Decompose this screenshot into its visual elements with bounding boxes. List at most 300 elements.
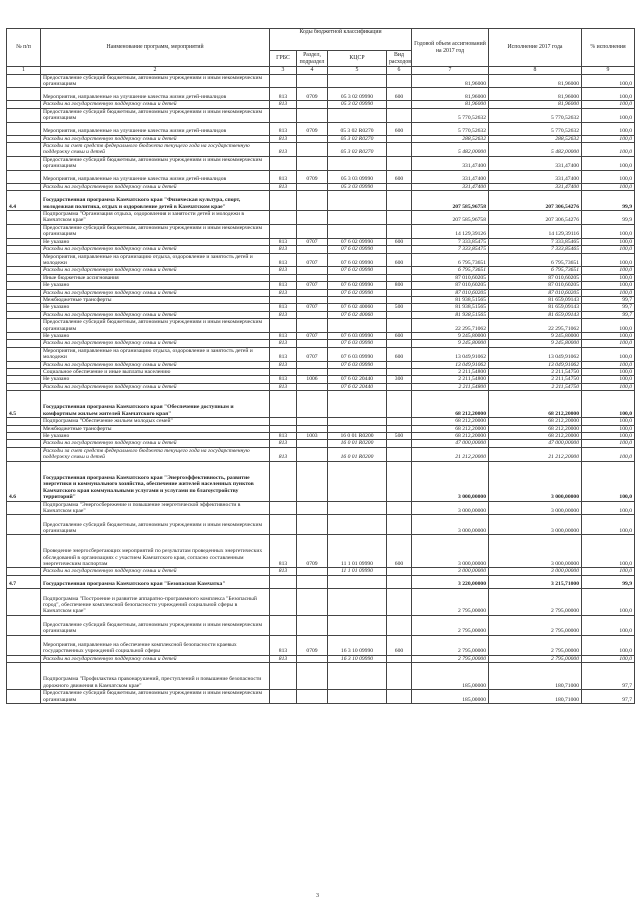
row-plan-amount: 6 795,73651 xyxy=(412,267,489,274)
row-name: Расходы на государственную поддержку семьи и детей xyxy=(41,311,270,318)
row-vr: 600 xyxy=(387,635,412,655)
row-kcsr: 07 6 03 09990 xyxy=(328,332,387,339)
column-number: 9 xyxy=(582,67,635,75)
row-vr xyxy=(387,289,412,296)
row-rz xyxy=(297,101,328,108)
row-percent: 100,0 xyxy=(582,289,635,296)
row-percent: 100,0 xyxy=(582,135,635,142)
table-row xyxy=(7,369,635,376)
row-plan-amount: 2 795,00000 xyxy=(412,615,489,635)
row-vr xyxy=(387,74,412,88)
header-grbs: ГРБС xyxy=(270,51,297,67)
row-grbs xyxy=(270,191,297,211)
row-name: Мероприятия, направленные на обеспечение комплексной безопасности краевых государственных учреждений социальной сферы xyxy=(41,635,270,655)
row-index: 4.5 xyxy=(7,391,41,418)
row-fact-amount: 21 212,20000 xyxy=(489,447,582,461)
row-vr: 800 xyxy=(387,282,412,289)
row-name: Расходы на государственную поддержку семьи и детей xyxy=(41,267,270,274)
row-kcsr: 07 6 02 40060 xyxy=(328,311,387,318)
row-grbs: 813 xyxy=(270,376,297,383)
row-rz xyxy=(297,246,328,253)
column-number: 7 xyxy=(412,67,489,75)
row-rz xyxy=(297,289,328,296)
row-name: Расходы на государственную поддержку семьи и детей xyxy=(41,246,270,253)
row-grbs: 813 xyxy=(270,655,297,662)
row-grbs: 813 xyxy=(270,311,297,318)
row-rz xyxy=(297,391,328,418)
row-fact-amount: 331,47400 xyxy=(489,170,582,183)
budget-table xyxy=(6,28,635,704)
row-name: Предоставление субсидий бюджетным, автономным учреждениям и иным некоммерческим организациям xyxy=(41,108,270,122)
row-grbs: 813 xyxy=(270,135,297,142)
row-percent: 100,0 xyxy=(582,183,635,190)
row-rz: 0709 xyxy=(297,170,328,183)
row-vr xyxy=(387,615,412,635)
row-index xyxy=(7,515,41,535)
row-rz xyxy=(297,135,328,142)
table-row xyxy=(7,191,635,211)
row-kcsr xyxy=(328,369,387,376)
row-grbs xyxy=(270,515,297,535)
row-percent: 100,0 xyxy=(582,88,635,101)
row-grbs xyxy=(270,224,297,238)
row-index xyxy=(7,376,41,383)
row-index xyxy=(7,663,41,690)
row-rz xyxy=(297,663,328,690)
row-index xyxy=(7,588,41,615)
row-index xyxy=(7,267,41,274)
row-rz xyxy=(297,211,328,225)
row-plan-amount: 9 245,80000 xyxy=(412,332,489,339)
row-plan-amount: 3 000,00000 xyxy=(412,461,489,501)
row-grbs: 813 xyxy=(270,238,297,245)
row-fact-amount: 7 333,85465 xyxy=(489,246,582,253)
row-fact-amount: 13 049,91062 xyxy=(489,347,582,361)
row-vr xyxy=(387,369,412,376)
row-percent: 100,0 xyxy=(582,274,635,281)
row-fact-amount: 47 000,00000 xyxy=(489,440,582,447)
row-rz xyxy=(297,383,328,390)
row-vr xyxy=(387,319,412,333)
row-grbs xyxy=(270,588,297,615)
row-plan-amount: 207 585,96758 xyxy=(412,211,489,225)
row-grbs: 813 xyxy=(270,183,297,190)
row-percent: 100,0 xyxy=(582,224,635,238)
row-index: 4.6 xyxy=(7,461,41,501)
table-row xyxy=(7,183,635,190)
row-index xyxy=(7,289,41,296)
row-name: Расходы на государственную поддержку семьи и детей xyxy=(41,340,270,347)
row-kcsr xyxy=(328,663,387,690)
row-fact-amount: 81,96000 xyxy=(489,101,582,108)
row-percent: 100,0 xyxy=(582,246,635,253)
table-row xyxy=(7,418,635,425)
row-vr: 600 xyxy=(387,332,412,339)
row-name: Не указано xyxy=(41,282,270,289)
row-vr xyxy=(387,501,412,515)
table-row xyxy=(7,224,635,238)
table-body xyxy=(7,74,635,704)
row-grbs: 813 xyxy=(270,122,297,135)
row-rz xyxy=(297,568,328,575)
budget-execution-sheet xyxy=(6,28,634,704)
row-index xyxy=(7,238,41,245)
row-index xyxy=(7,568,41,575)
row-rz xyxy=(297,191,328,211)
row-percent: 100,0 xyxy=(582,319,635,333)
row-kcsr xyxy=(328,418,387,425)
row-rz: 0709 xyxy=(297,535,328,568)
row-grbs xyxy=(270,274,297,281)
column-number: 5 xyxy=(328,67,387,75)
row-index xyxy=(7,425,41,432)
row-vr: 600 xyxy=(387,535,412,568)
table-row xyxy=(7,143,635,157)
row-kcsr xyxy=(328,461,387,501)
row-plan-amount: 331,47400 xyxy=(412,170,489,183)
row-kcsr: 07 6 02 09990 xyxy=(328,238,387,245)
table-row xyxy=(7,88,635,101)
row-grbs: 813 xyxy=(270,253,297,267)
row-vr xyxy=(387,296,412,303)
table-row xyxy=(7,347,635,361)
row-grbs xyxy=(270,369,297,376)
row-vr xyxy=(387,183,412,190)
row-name: Расходы на государственную поддержку семьи и детей xyxy=(41,101,270,108)
row-plan-amount: 2 795,00000 xyxy=(412,588,489,615)
row-plan-amount: 14 129,39126 xyxy=(412,224,489,238)
row-percent: 100,0 xyxy=(582,369,635,376)
row-percent: 100,0 xyxy=(582,143,635,157)
row-name: Мероприятия, направленные на организацию отдыха, оздоровление и занятость детей и молодежи xyxy=(41,253,270,267)
row-index xyxy=(7,369,41,376)
row-name: Не указано xyxy=(41,304,270,311)
table-row xyxy=(7,238,635,245)
row-name: Не указано xyxy=(41,332,270,339)
table-row xyxy=(7,311,635,318)
row-kcsr xyxy=(328,391,387,418)
row-rz xyxy=(297,615,328,635)
row-rz: 0707 xyxy=(297,332,328,339)
row-name: Расходы на государственную поддержку семьи и детей xyxy=(41,383,270,390)
row-index xyxy=(7,211,41,225)
row-grbs: 813 xyxy=(270,447,297,461)
row-plan-amount: 68 212,20000 xyxy=(412,425,489,432)
row-percent: 99,9 xyxy=(582,211,635,225)
row-fact-amount: 3 000,00000 xyxy=(489,461,582,501)
row-plan-amount: 3 220,00000 xyxy=(412,575,489,588)
row-rz: 0709 xyxy=(297,635,328,655)
row-kcsr: 16 3 10 09990 xyxy=(328,655,387,662)
column-number: 1 xyxy=(7,67,41,75)
row-name: Предоставление субсидий бюджетным, автономным учреждениям и иным некоммерческим организациям xyxy=(41,690,270,704)
table-row xyxy=(7,515,635,535)
row-rz xyxy=(297,74,328,88)
row-fact-amount: 331,47400 xyxy=(489,183,582,190)
row-fact-amount: 14 129,39116 xyxy=(489,224,582,238)
row-vr xyxy=(387,108,412,122)
table-row xyxy=(7,156,635,170)
row-fact-amount: 2 211,54750 xyxy=(489,369,582,376)
row-index xyxy=(7,447,41,461)
row-kcsr: 16 3 10 09990 xyxy=(328,635,387,655)
row-index xyxy=(7,440,41,447)
row-plan-amount: 207 585,96758 xyxy=(412,191,489,211)
row-plan-amount: 3 000,00000 xyxy=(412,568,489,575)
row-grbs xyxy=(270,74,297,88)
row-kcsr: 05 3 02 09990 xyxy=(328,88,387,101)
row-fact-amount: 288,52632 xyxy=(489,135,582,142)
row-index xyxy=(7,655,41,662)
row-vr xyxy=(387,340,412,347)
row-rz: 0707 xyxy=(297,347,328,361)
row-vr xyxy=(387,135,412,142)
table-row xyxy=(7,655,635,662)
row-kcsr xyxy=(328,501,387,515)
table-row xyxy=(7,588,635,615)
row-vr xyxy=(387,311,412,318)
row-rz xyxy=(297,311,328,318)
row-name: Предоставление субсидий бюджетным, автономным учреждениям и иным некоммерческим организациям xyxy=(41,615,270,635)
column-number: 4 xyxy=(297,67,328,75)
row-vr xyxy=(387,461,412,501)
row-index xyxy=(7,433,41,440)
row-fact-amount: 3 000,00000 xyxy=(489,535,582,568)
row-plan-amount: 5 770,52632 xyxy=(412,122,489,135)
row-percent: 100,0 xyxy=(582,361,635,368)
row-plan-amount: 81 938,51565 xyxy=(412,311,489,318)
row-rz xyxy=(297,501,328,515)
row-grbs: 813 xyxy=(270,101,297,108)
row-vr xyxy=(387,224,412,238)
row-vr xyxy=(387,568,412,575)
table-row xyxy=(7,635,635,655)
row-kcsr: 07 6 02 09990 xyxy=(328,282,387,289)
row-grbs xyxy=(270,319,297,333)
table-row xyxy=(7,74,635,88)
row-kcsr: 07 6 03 09990 xyxy=(328,347,387,361)
column-number: 2 xyxy=(41,67,270,75)
row-vr xyxy=(387,361,412,368)
row-plan-amount: 185,00000 xyxy=(412,663,489,690)
row-grbs: 813 xyxy=(270,535,297,568)
table-row xyxy=(7,304,635,311)
table-row xyxy=(7,246,635,253)
row-kcsr xyxy=(328,191,387,211)
row-plan-amount: 185,00000 xyxy=(412,690,489,704)
row-name: Социальное обеспечение и иные выплаты населению xyxy=(41,369,270,376)
row-kcsr xyxy=(328,575,387,588)
row-fact-amount: 5 770,52632 xyxy=(489,122,582,135)
row-percent: 100,0 xyxy=(582,340,635,347)
row-name: Межбюджетные трансферты xyxy=(41,425,270,432)
row-plan-amount: 5 770,52632 xyxy=(412,108,489,122)
row-grbs xyxy=(270,663,297,690)
row-grbs: 813 xyxy=(270,340,297,347)
row-percent: 100,0 xyxy=(582,376,635,383)
row-fact-amount: 68 212,20000 xyxy=(489,391,582,418)
row-vr xyxy=(387,440,412,447)
row-kcsr: 05 3 03 09990 xyxy=(328,170,387,183)
table-row xyxy=(7,575,635,588)
row-fact-amount: 3 000,00000 xyxy=(489,501,582,515)
column-number: 8 xyxy=(489,67,582,75)
row-vr xyxy=(387,425,412,432)
header-plan: Годовой объем ассигнований на 2017 год xyxy=(412,29,489,67)
row-rz xyxy=(297,575,328,588)
row-name: Расходы на государственную поддержку семьи и детей xyxy=(41,361,270,368)
row-name: Проведение энергосберегающих мероприятий по результатам проведенных энергетических обследований в организациях с участием Камчатского края, согласно составленным энергетическим паспортам xyxy=(41,535,270,568)
row-grbs xyxy=(270,156,297,170)
row-vr xyxy=(387,515,412,535)
row-kcsr: 11 1 01 09990 xyxy=(328,535,387,568)
row-kcsr xyxy=(328,615,387,635)
row-rz xyxy=(297,183,328,190)
row-grbs: 813 xyxy=(270,635,297,655)
row-plan-amount: 331,47400 xyxy=(412,156,489,170)
row-vr: 600 xyxy=(387,238,412,245)
row-fact-amount: 331,47400 xyxy=(489,156,582,170)
row-name: Расходы за счет средств федерального бюджета текущего года на государственную поддержку семьи и детей xyxy=(41,447,270,461)
row-grbs: 813 xyxy=(270,282,297,289)
row-percent: 100,0 xyxy=(582,391,635,418)
table-row xyxy=(7,211,635,225)
row-kcsr: 07 6 02 40060 xyxy=(328,304,387,311)
row-fact-amount: 81 659,09143 xyxy=(489,296,582,303)
row-percent: 100,0 xyxy=(582,238,635,245)
row-rz: 0709 xyxy=(297,122,328,135)
row-name: Расходы на государственную поддержку семьи и детей xyxy=(41,440,270,447)
row-plan-amount: 2 795,00000 xyxy=(412,655,489,662)
row-plan-amount: 2 211,54800 xyxy=(412,369,489,376)
row-vr xyxy=(387,101,412,108)
row-percent: 100,0 xyxy=(582,383,635,390)
row-index xyxy=(7,296,41,303)
table-row xyxy=(7,267,635,274)
row-kcsr xyxy=(328,211,387,225)
table-row xyxy=(7,253,635,267)
row-grbs: 813 xyxy=(270,440,297,447)
row-plan-amount: 3 000,00000 xyxy=(412,535,489,568)
row-percent: 97,7 xyxy=(582,690,635,704)
row-index xyxy=(7,224,41,238)
row-name: Мероприятия, направленные на улучшение качества жизни детей-инвалидов xyxy=(41,122,270,135)
row-percent: 99,9 xyxy=(582,191,635,211)
table-row xyxy=(7,340,635,347)
row-grbs: 813 xyxy=(270,568,297,575)
row-plan-amount: 87 010,60205 xyxy=(412,282,489,289)
table-row xyxy=(7,535,635,568)
row-index: 4.4 xyxy=(7,191,41,211)
row-name: Предоставление субсидий бюджетным, автономным учреждениям и иным некоммерческим организациям xyxy=(41,515,270,535)
row-rz xyxy=(297,319,328,333)
row-name: Подпрограмма "Организация отдыха, оздоровления и занятости детей и молодежи в Камчатском крае" xyxy=(41,211,270,225)
row-grbs: 813 xyxy=(270,289,297,296)
row-plan-amount: 7 333,85475 xyxy=(412,238,489,245)
row-kcsr xyxy=(328,425,387,432)
row-rz xyxy=(297,143,328,157)
row-fact-amount: 87 010,60205 xyxy=(489,274,582,281)
row-percent: 100,0 xyxy=(582,425,635,432)
row-grbs xyxy=(270,391,297,418)
row-fact-amount: 5 482,00000 xyxy=(489,143,582,157)
row-rz xyxy=(297,224,328,238)
row-kcsr: 07 6 02 09990 xyxy=(328,267,387,274)
row-vr xyxy=(387,274,412,281)
row-fact-amount: 81 659,09143 xyxy=(489,311,582,318)
row-vr: 300 xyxy=(387,376,412,383)
row-kcsr: 05 3 02 R0270 xyxy=(328,135,387,142)
row-plan-amount: 288,52632 xyxy=(412,135,489,142)
table-row xyxy=(7,690,635,704)
row-percent: 100,0 xyxy=(582,635,635,655)
row-rz xyxy=(297,515,328,535)
row-index xyxy=(7,340,41,347)
row-percent: 100,0 xyxy=(582,655,635,662)
row-percent: 100,0 xyxy=(582,461,635,501)
row-percent: 100,0 xyxy=(582,332,635,339)
row-kcsr: 07 6 02 09990 xyxy=(328,289,387,296)
row-fact-amount: 2 795,00000 xyxy=(489,615,582,635)
row-plan-amount: 87 010,60205 xyxy=(412,289,489,296)
table-row xyxy=(7,108,635,122)
row-name: Предоставление субсидий бюджетным, автономным учреждениям и иным некоммерческим организациям xyxy=(41,74,270,88)
row-index xyxy=(7,183,41,190)
row-grbs: 813 xyxy=(270,246,297,253)
row-plan-amount: 68 212,20000 xyxy=(412,433,489,440)
row-percent: 100,0 xyxy=(582,440,635,447)
table-row xyxy=(7,440,635,447)
table-row xyxy=(7,332,635,339)
row-plan-amount: 87 010,60205 xyxy=(412,274,489,281)
row-kcsr: 11 1 01 09990 xyxy=(328,568,387,575)
row-plan-amount: 2 211,54800 xyxy=(412,376,489,383)
row-kcsr: 05 3 02 R0270 xyxy=(328,143,387,157)
row-percent: 100,0 xyxy=(582,267,635,274)
row-kcsr: 07 6 02 20440 xyxy=(328,376,387,383)
table-row xyxy=(7,122,635,135)
row-grbs xyxy=(270,211,297,225)
row-name: Подпрограмма "Обеспечение жильем молодых семей" xyxy=(41,418,270,425)
row-vr: 600 xyxy=(387,347,412,361)
row-name: Не указано xyxy=(41,376,270,383)
row-fact-amount: 3 000,00000 xyxy=(489,515,582,535)
row-name: Расходы на государственную поддержку семьи и детей xyxy=(41,135,270,142)
row-name: Иные бюджетные ассигнования xyxy=(41,274,270,281)
row-plan-amount: 3 000,00000 xyxy=(412,501,489,515)
row-kcsr: 07 6 03 09990 xyxy=(328,361,387,368)
table-row xyxy=(7,447,635,461)
row-kcsr: 07 6 03 09990 xyxy=(328,340,387,347)
header-fact: Исполнение 2017 года xyxy=(489,29,582,67)
table-row xyxy=(7,615,635,635)
row-percent: 100,0 xyxy=(582,501,635,515)
row-index xyxy=(7,332,41,339)
table-row xyxy=(7,361,635,368)
row-fact-amount: 6 795,73651 xyxy=(489,253,582,267)
row-index xyxy=(7,274,41,281)
row-kcsr: 05 3 02 R0270 xyxy=(328,122,387,135)
row-percent: 99,9 xyxy=(582,575,635,588)
row-index xyxy=(7,615,41,635)
row-vr xyxy=(387,418,412,425)
row-plan-amount: 81,96000 xyxy=(412,101,489,108)
row-vr xyxy=(387,655,412,662)
row-vr xyxy=(387,383,412,390)
row-grbs: 813 xyxy=(270,332,297,339)
row-percent: 100,0 xyxy=(582,615,635,635)
row-index xyxy=(7,635,41,655)
